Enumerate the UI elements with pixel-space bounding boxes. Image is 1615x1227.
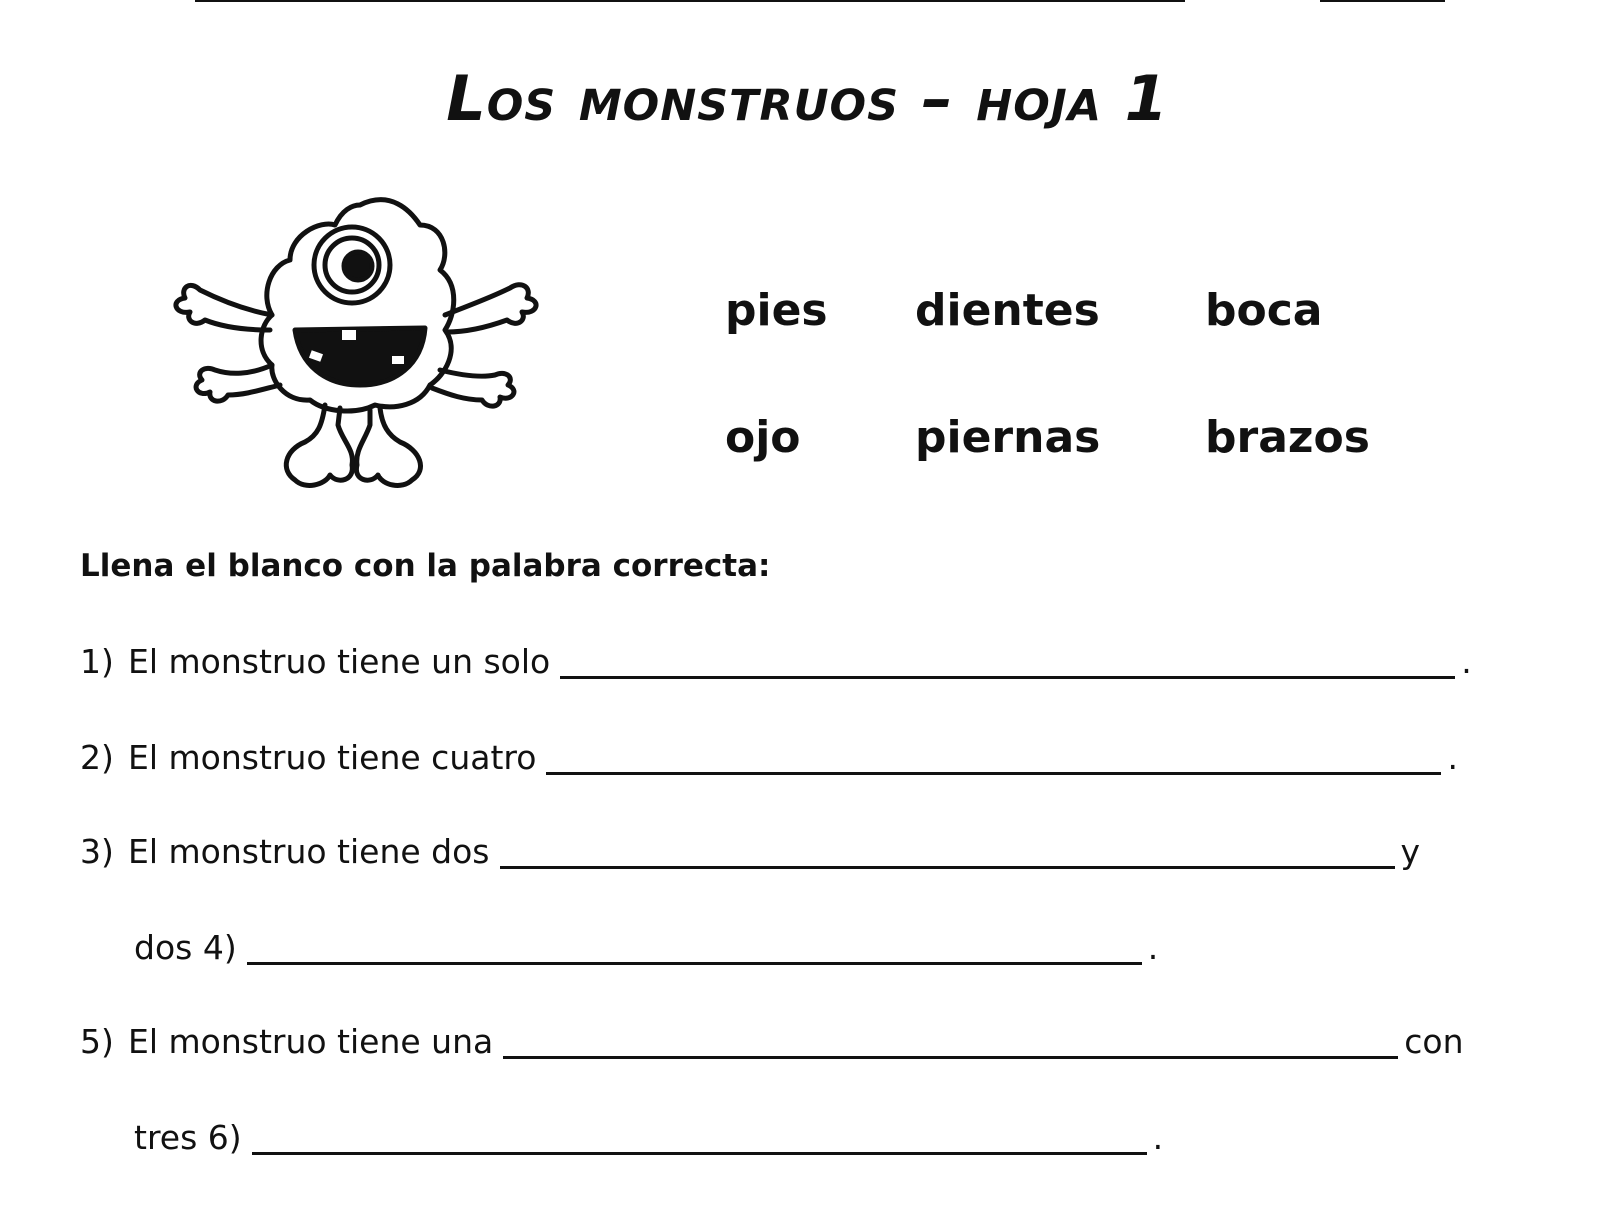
question-4 [134, 928, 1158, 967]
question-text: El monstruo tiene un solo [128, 642, 551, 681]
word-brazos: brazos [1205, 412, 1370, 463]
name-line [195, 0, 1185, 2]
question-text: dos 4) [134, 928, 237, 967]
answer-blank-6[interactable] [252, 1118, 1147, 1155]
question-text: tres 6) [134, 1118, 242, 1157]
answer-blank-2[interactable] [546, 738, 1441, 775]
monster-illustration [160, 180, 560, 520]
question-text: El monstruo tiene dos [128, 832, 490, 871]
question-1 [80, 642, 1472, 681]
word-pies: pies [725, 285, 828, 336]
question-number: 2) [80, 738, 114, 777]
question-number: 3) [80, 832, 114, 871]
question-end: . [1147, 928, 1159, 967]
answer-blank-3[interactable] [500, 832, 1395, 869]
instruction-text: Llena el blanco con la palabra correcta: [80, 548, 771, 584]
question-text: El monstruo tiene una [128, 1022, 494, 1061]
question-5 [80, 1022, 1463, 1061]
question-end: . [1152, 1118, 1164, 1157]
date-line [1320, 0, 1445, 2]
question-end: . [1447, 738, 1458, 777]
question-end: . [1461, 642, 1472, 681]
answer-blank-1[interactable] [560, 642, 1455, 679]
page-title: Los monstruos – hoja 1 [446, 62, 1169, 135]
word-dientes: dientes [915, 285, 1100, 336]
question-3 [80, 832, 1420, 871]
question-end: y [1400, 832, 1421, 871]
question-2 [80, 738, 1458, 777]
question-number: 5) [80, 1022, 114, 1061]
question-number: 1) [80, 642, 114, 681]
word-piernas: piernas [915, 412, 1101, 463]
word-boca: boca [1205, 285, 1323, 336]
word-ojo: ojo [725, 412, 801, 463]
answer-blank-5[interactable] [503, 1022, 1398, 1059]
question-text: El monstruo tiene cuatro [128, 738, 537, 777]
answer-blank-4[interactable] [247, 928, 1142, 965]
question-end: con [1404, 1022, 1464, 1061]
question-6 [134, 1118, 1163, 1157]
